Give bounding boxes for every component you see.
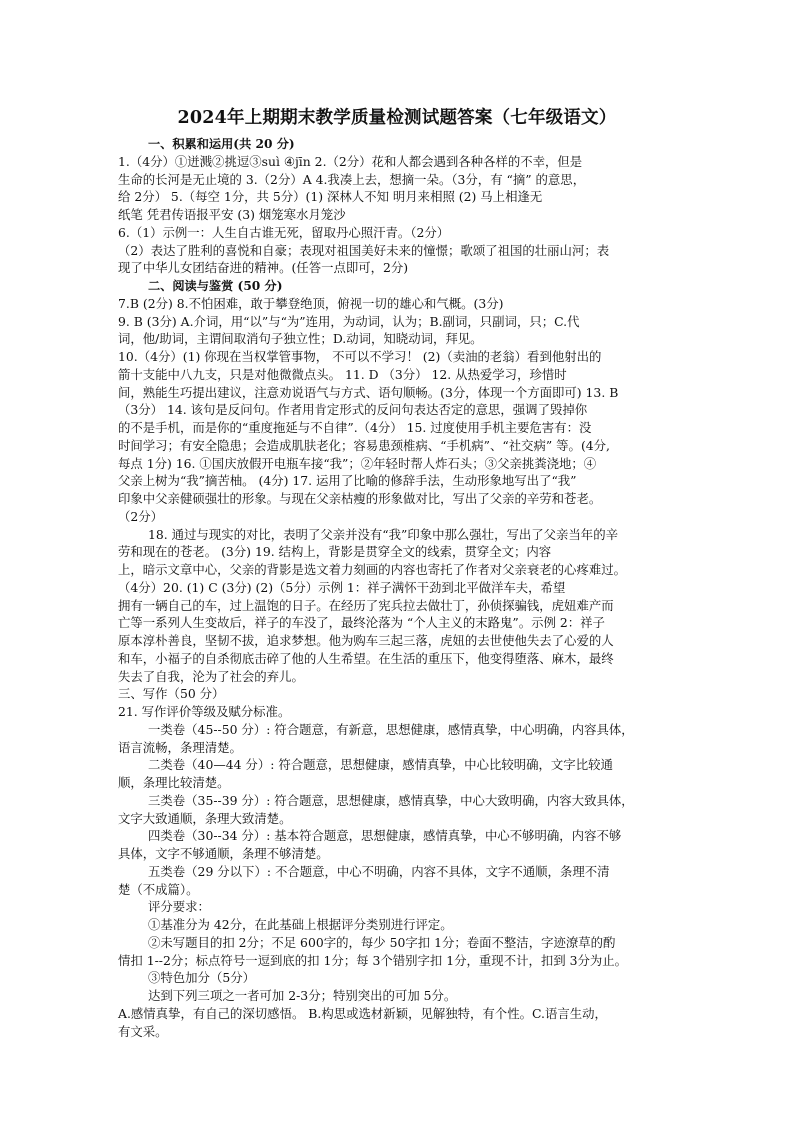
text-line: ③特色加分（5分） (148, 970, 256, 986)
text-line: 语言流畅，条理清楚。 (118, 739, 242, 755)
text-line: 五类卷（29 分以下）: 不合题意，中心不明确，内容不具体，文字不通顺，条理不清 (148, 863, 610, 879)
text-line: 情扣 1--2分；标点符号一逗到底的扣 1分；每 3个错别字扣 1分，重现不计，扣到 3分为止。 (118, 952, 628, 968)
text-line: 时间学习；有安全隐患；会造成肌肤老化；容易患颈椎病、“手机病”、“社交病” 等。(4分, (118, 437, 610, 453)
text-line: 7.B (2分) 8.不怕困难，敢于攀登绝顶，俯视一切的雄心和气概。(3分) (118, 295, 504, 311)
text-line: 拥有一辆自己的车，过上温饱的日子。在经历了宪兵拉去做壮丁，孙侦探骗钱，虎妞难产而 (118, 597, 614, 613)
text-line: 三类卷（35--39 分）: 符合题意，思想健康，感情真挚，中心大致明确，内容大致具体， (148, 792, 634, 808)
text-line: （3分） 14. 该句是反问句。作者用肯定形式的反问句表达否定的意思，强调了毁掉你 (118, 402, 588, 418)
text-line: （2）表达了胜利的喜悦和自豪；表现对祖国美好未来的憧憬；歌颂了祖国的壮丽山河；表 (118, 242, 610, 258)
section-heading: 一、积累和运用(共 20 分) (148, 137, 295, 151)
text-line: （4分）20. (1) C (3分) (2)（5分）示例 1：祥子满怀干劲到北平做洋车夫，希望 (118, 579, 566, 595)
text-line: 6.（1）示例一：人生自古谁无死，留取丹心照汗青。（2分） (118, 224, 450, 240)
text-line: 文字大致通顺，条理大致清楚。 (118, 810, 292, 826)
text-line: ②未写题目的扣 2分；不足 600字的，每少 50字扣 1分；卷面不整洁，字迹潦草的酌 (148, 934, 616, 950)
text-line: 二类卷（40—44 分）: 符合题意，思想健康，感情真挚，中心比较明确，文字比较通 (148, 757, 613, 773)
text-line: 达到下列三项之一者可加 2-3分；特别突出的可加 5分。 (148, 988, 457, 1003)
text-line: ①基准分为 42分，在此基础上根据评分类别进行评定。 (148, 917, 453, 932)
text-line: 四类卷（30--34 分）: 基本符合题意，思想健康，感情真挚，中心不够明确，内容不够 (148, 828, 622, 844)
text-line: 三、写作（50 分） (118, 686, 225, 702)
text-line: 有文采。 (118, 1023, 168, 1039)
text-line: 间，熟能生巧提出建议，注意劝说语气与方式、语句顺畅。(3分，体现一个方面即可) 13. B (118, 384, 619, 400)
text-line: 1.（4分）①迸溅②挑逗③suì ④jīn 2.（2分）花和人都会遇到各种各样的不幸，但是 (118, 153, 583, 169)
text-line: 10.（4分）(1) 你现在当权掌管事物， 不可以不学习！ (2)（卖油的老翁）看到他射出的 (118, 349, 602, 364)
text-line: 给 2分） 5.（每空 1分，共 5分）(1) 深林人不知 明月来相照 (2) 马上相逢无 (118, 189, 543, 205)
text-line: 词，他/助词，主谓间取消句子独立性；D.动词，知晓动词，拜见。 (118, 331, 483, 347)
text-line: 一类卷（45--50 分）: 符合题意，有新意，思想健康，感情真挚，中心明确，内容具体， (148, 721, 634, 737)
text-line: 失去了自我，沦为了社会的弃儿。 (118, 668, 304, 684)
text-line: 生命的长河是无止境的 3.（2分）A 4.我凑上去，想摘一朵。（3分，有 “摘” 的意思， (118, 171, 586, 187)
text-line: 每点 1分) 16. ①国庆放假开电瓶车接“我”；②年轻时帮人炸石头；③父亲挑粪浇地；④ (118, 455, 597, 471)
text-line: 现了中华儿女团结奋进的精神。(任答一点即可，2分) (118, 260, 409, 276)
page-title: 2024年上期期末教学质量检测试题答案（七年级语文） (177, 108, 617, 128)
text-line: A.感情真挚，有自己的深切感悟。 B.构思或选材新颖，见解独特，有个性。C.语言生动， (118, 1005, 607, 1021)
text-line: 和车，小福子的自杀彻底击碎了他的人生希望。在生活的重压下，他变得堕落、麻木，最终 (118, 650, 614, 666)
text-line: 18. 通过与现实的对比，表明了父亲并没有“我”印象中那么强壮，写出了父亲当年的辛 (148, 526, 618, 542)
text-line: 9. B (3分) A.介词，用“以”与“为”连用，为动词，认为；B.副词，只副词，只；C.代 (118, 313, 580, 329)
text-line: （2分） (118, 508, 164, 524)
text-line: 具体，文字不够通顺，条理不够清楚。 (118, 846, 329, 861)
text-line: 纸笔 凭君传语报平安 (3) 烟笼寒水月笼沙 (118, 207, 346, 222)
text-line: 劳和现在的苍老。 (3分) 19. 结构上，背影是贯穿全文的线索，贯穿全文；内容 (118, 544, 552, 560)
text-line: 顺，条理比较清楚。 (118, 775, 230, 790)
text-line: 父亲上树为“我”摘苦柚。 (4分) 17. 运用了比喻的修辞手法，生动形象地写出了“我” (118, 473, 577, 489)
text-line: 箭十支能中八九支，只是对他微微点头。 11. D （3分） 12. 从热爱学习，珍惜时 (118, 366, 567, 382)
text-line: 上，暗示文章中心，父亲的背影是选文着力刻画的内容也寄托了作者对父亲衰老的心疼难过。 (118, 562, 627, 577)
text-line: 亡等一系列人生变故后，祥子的车没了，最终沦落为 “个人主义的末路鬼”。示例 2：祥子 (118, 615, 605, 631)
text-line: 的不是手机，而是你的“重度拖延与不自律”.（4分） 15. 过度使用手机主要危害有：没 (118, 420, 592, 435)
text-line: 原本淳朴善良，坚韧不拔，追求梦想。他为购车三起三落，虎妞的去世使他失去了心爱的人 (118, 633, 614, 648)
text-line: 楚（不成篇）。 (118, 881, 199, 897)
section-heading: 二、阅读与鉴赏 (50 分) (148, 279, 283, 293)
text-line: 21. 写作评价等级及赋分标准。 (118, 704, 291, 719)
text-line: 评分要求： (148, 899, 210, 915)
text-line: 印象中父亲健硕强壮的形象。与现在父亲枯瘦的形象做对比，写出了父亲的辛劳和苍老。 (118, 491, 602, 506)
